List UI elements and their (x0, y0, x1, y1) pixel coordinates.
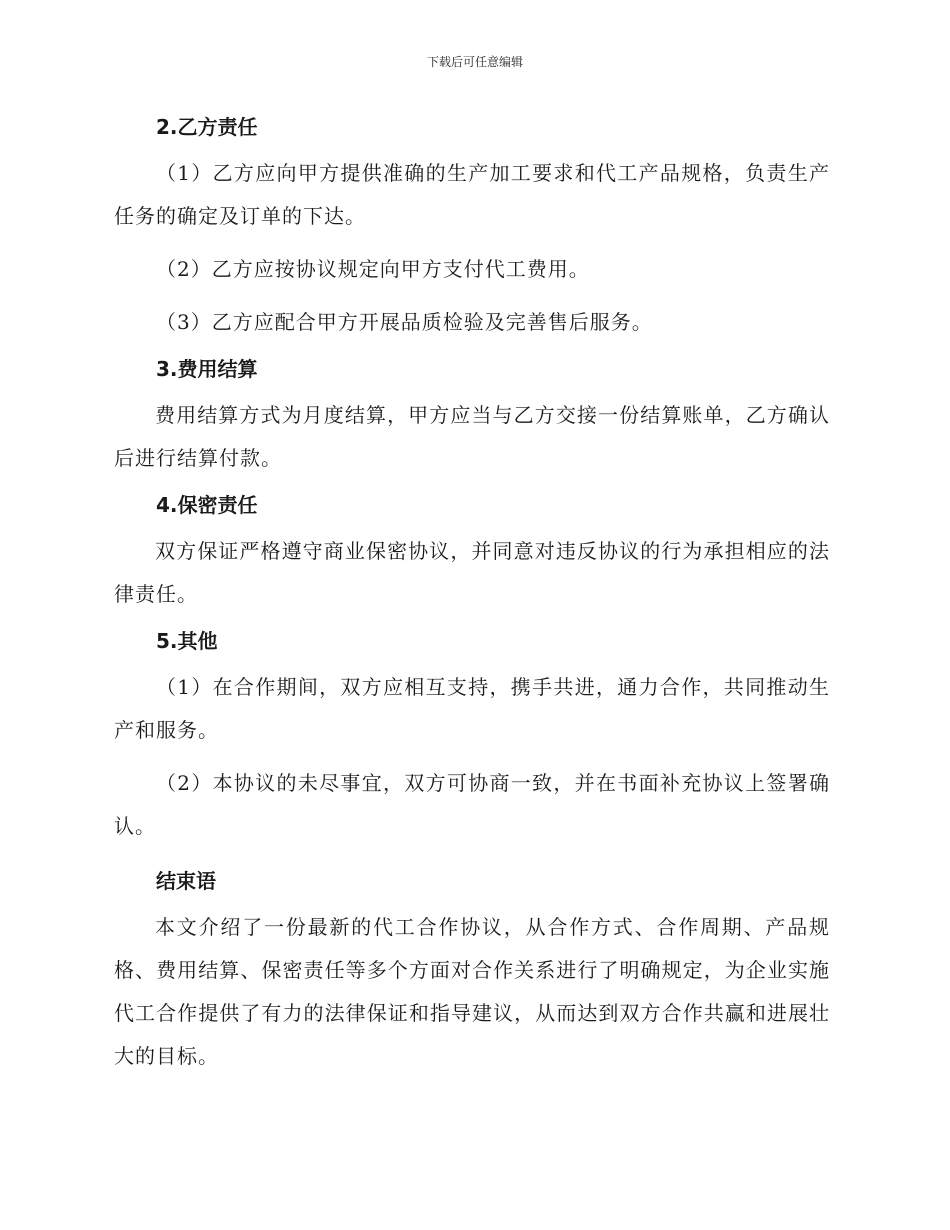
section-heading-conclusion: 结束语 (156, 869, 216, 893)
section-heading-other: 5.其他 (156, 629, 218, 653)
page-header: 下载后可任意编辑 (426, 55, 523, 69)
section-heading-party-b-duties: 2.乙方责任 (156, 115, 258, 139)
party-b-duty-3: （3）乙方应配合甲方开展品质检验及完善售后服务。 (156, 310, 653, 334)
other-item-1: （1）在合作期间，双方应相互支持，携手共进，通力合作，共同推动生产和服务。 (114, 675, 830, 742)
other-item-2: （2）本协议的未尽事宜，双方可协商一致，并在书面补充协议上签署确认。 (114, 771, 830, 838)
conclusion-paragraph: 本文介绍了一份最新的代工合作协议，从合作方式、合作周期、产品规格、费用结算、保密责任等多个方面对合作关系进行了明确规定，为企业实施代工合作提供了有力的法律保证和指导建议，从而达到双方合作共赢和进展壮大的目标。 (114, 915, 830, 1068)
party-b-duty-2: （2）乙方应按协议规定向甲方支付代工费用。 (156, 257, 590, 281)
fee-settlement-paragraph: 费用结算方式为月度结算，甲方应当与乙方交接一份结算账单，乙方确认后进行结算付款。 (114, 403, 830, 470)
party-b-duty-1: （1）乙方应向甲方提供准确的生产加工要求和代工产品规格，负责生产任务的确定及订单的下达。 (114, 161, 830, 228)
confidentiality-paragraph: 双方保证严格遵守商业保密协议，并同意对违反协议的行为承担相应的法律责任。 (114, 539, 830, 606)
section-heading-confidentiality: 4.保密责任 (156, 493, 258, 517)
document-body (114, 112, 830, 1078)
section-heading-fee-settlement: 3.费用结算 (156, 357, 258, 381)
